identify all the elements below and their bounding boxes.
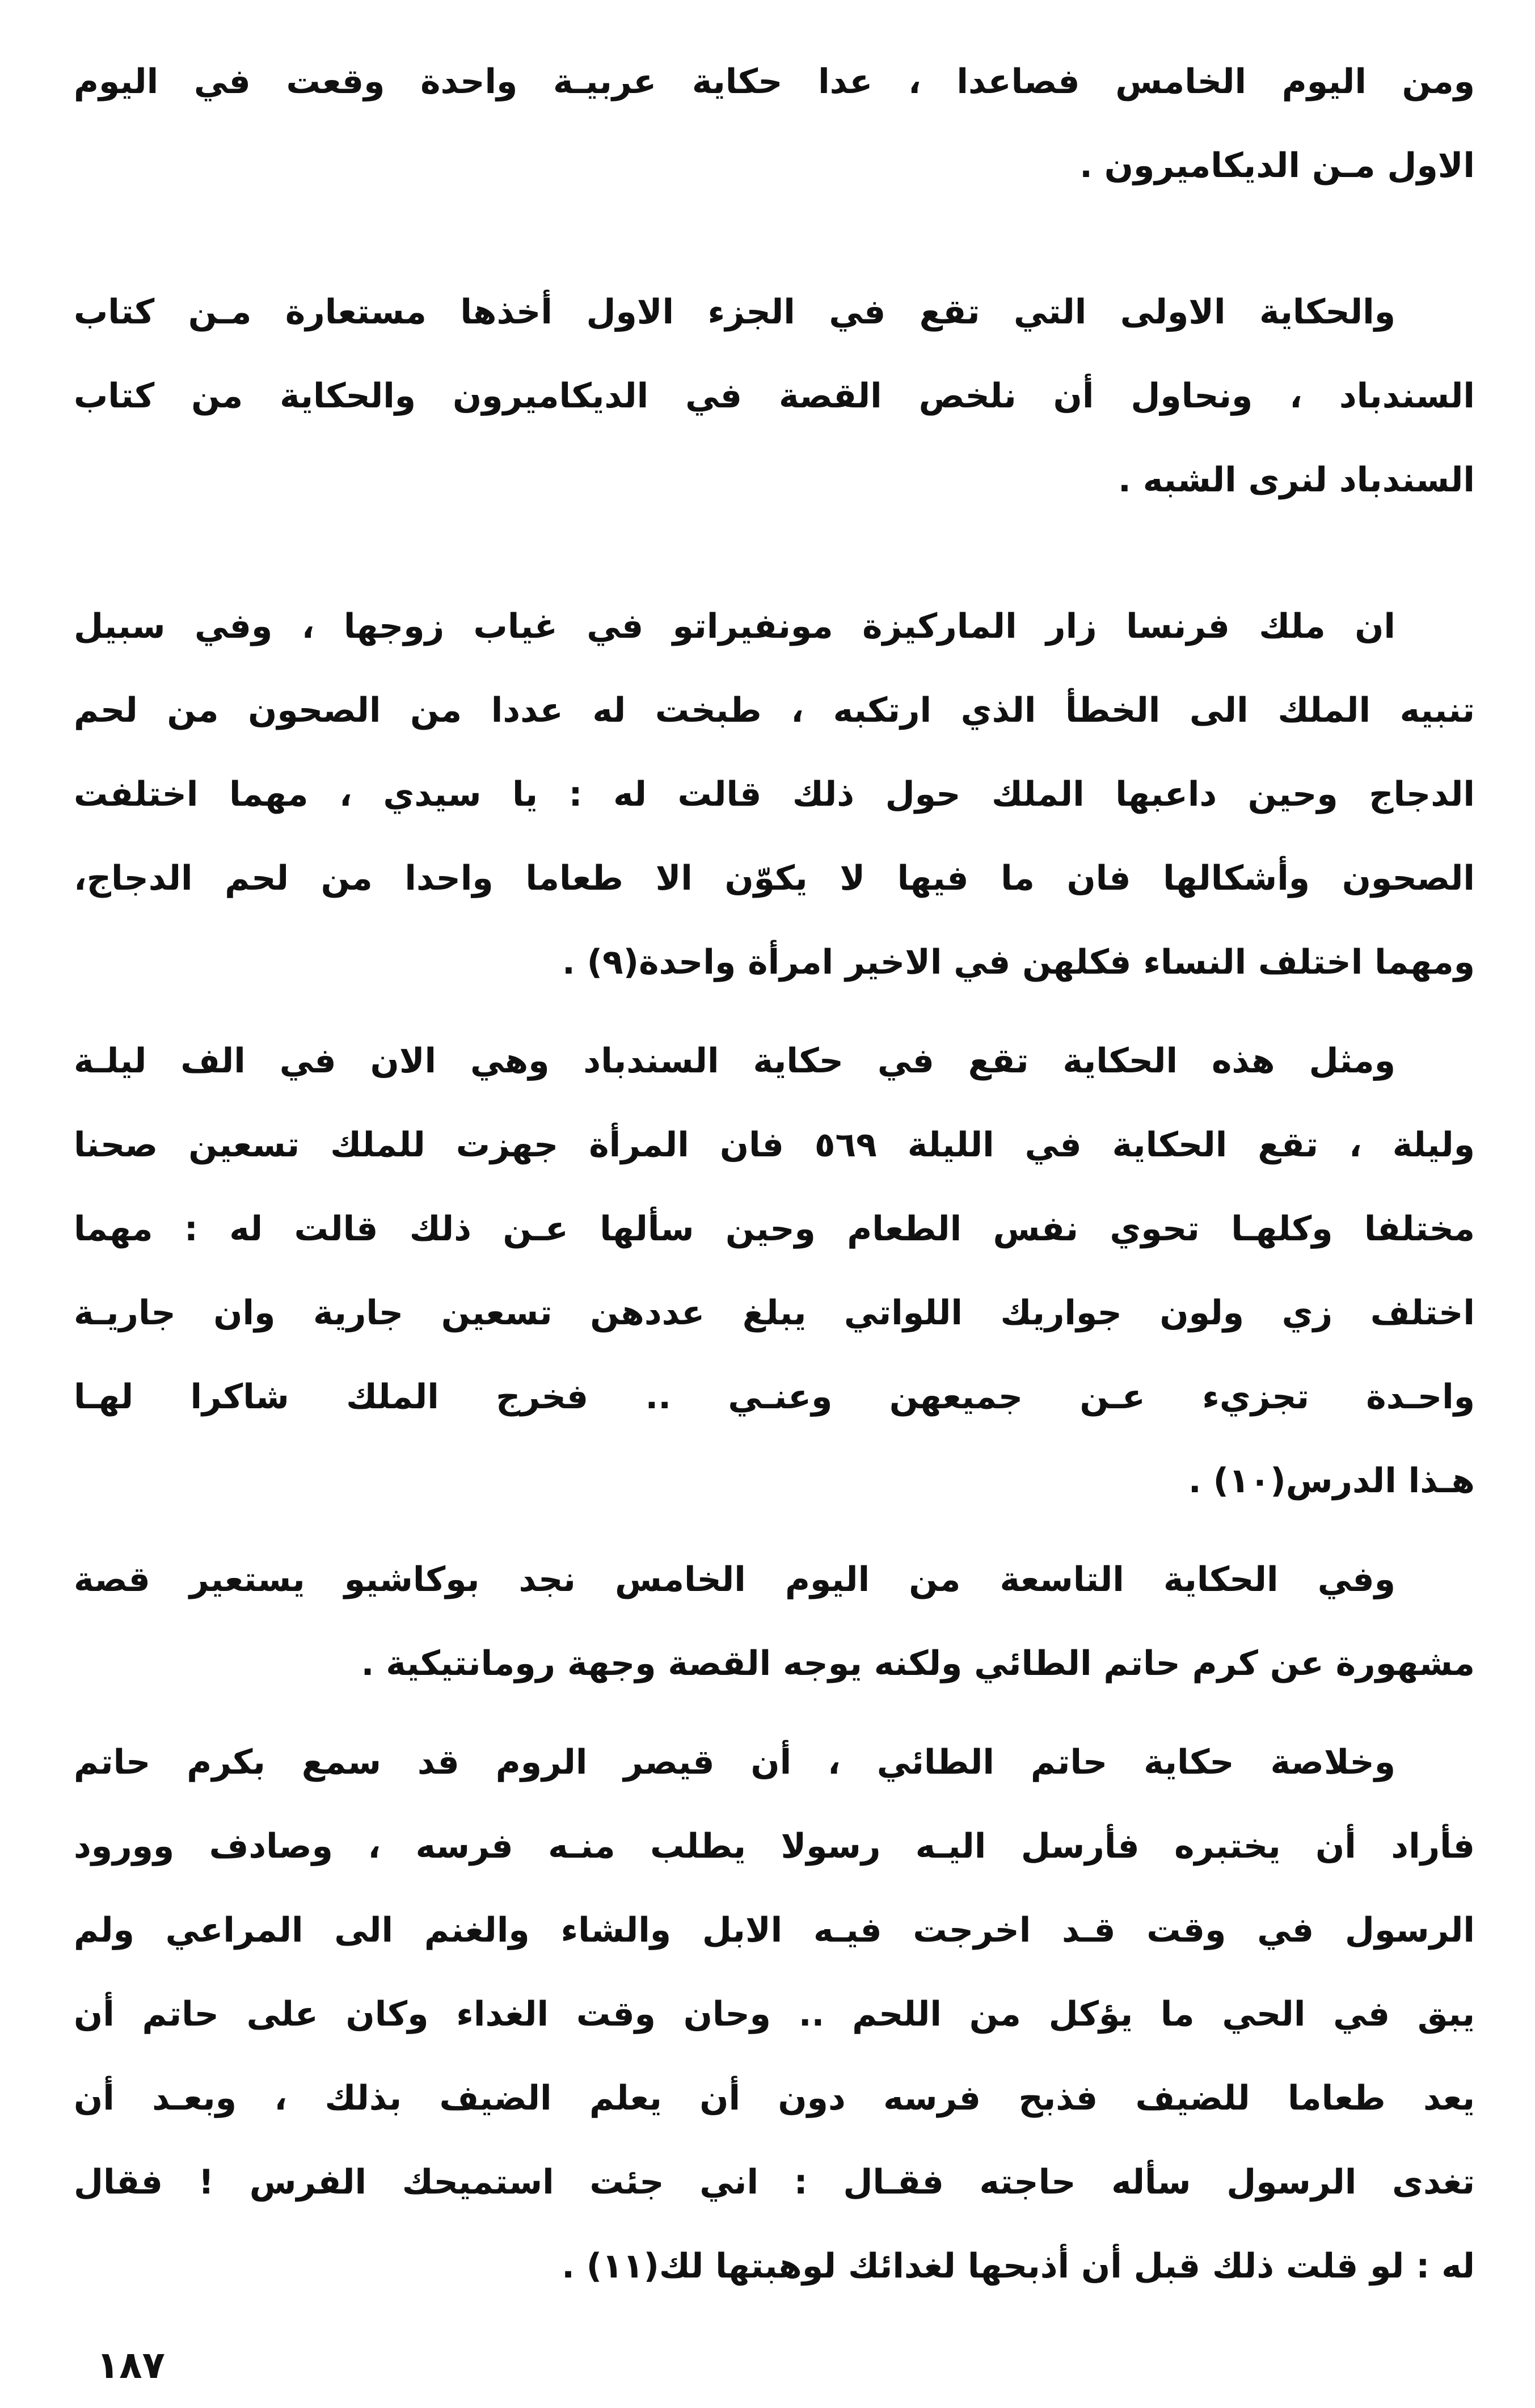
text-line: يبق في الحي ما يؤكل من اللحم .. وحان وقت الغداء وكان على حاتم أن	[74, 1994, 1475, 2034]
text-line: هـذا الدرس(١٠) .	[1188, 1461, 1475, 1501]
paragraph-1	[74, 40, 1475, 208]
text-line: تنبيه الملك الى الخطأ الذي ارتكبه ، طبخت له عددا من الصحون من لحم	[74, 691, 1475, 730]
text-line: الدجاج وحين داعبها الملك حول ذلك قالت له : يا سيدي ، مهما اختلفت	[74, 774, 1475, 814]
text-line: مختلفا وكلهـا تحوي نفس الطعام وحين سألها عـن ذلك قالت له : مهما	[74, 1209, 1475, 1249]
paragraph-6	[74, 1720, 1475, 2308]
text-line: يعد طعاما للضيف فذبح فرسه دون أن يعلم الضيف بذلك ، وبعـد أن	[74, 2078, 1475, 2118]
text-line: ومهما اختلف النساء فكلهن في الاخير امرأة واحدة(٩) .	[562, 942, 1475, 982]
paragraph-4	[74, 1019, 1475, 1523]
text-line: ان ملك فرنسا زار الماركيزة مونفيراتو في غياب زوجها ، وفي سبيل	[74, 607, 1395, 646]
text-line: السندباد لنرى الشبه .	[1118, 460, 1475, 500]
text-line: واحـدة تجزيء عـن جميعهن وعنـي .. فخرج الملك شاكرا لهـا	[74, 1377, 1475, 1417]
page-number: ١٨٧	[96, 2343, 165, 2387]
text-line: ومثل هذه الحكاية تقع في حكاية السندباد وهي الان في الف ليلـة	[74, 1041, 1395, 1081]
text-line: وليلة ، تقع الحكاية في الليلة ٥٦٩ فان المرأة جهزت للملك تسعين صحنا	[74, 1125, 1475, 1165]
text-line: مشهورة عن كرم حاتم الطائي ولكنه يوجه القصة وجهة رومانتيكية .	[361, 1644, 1475, 1683]
text-line: وفي الحكاية التاسعة من اليوم الخامس نجد بوكاشيو يستعير قصة	[74, 1560, 1395, 1599]
body-text	[74, 40, 1475, 2308]
paragraph-3	[74, 584, 1475, 1004]
text-line: السندباد ، ونحاول أن نلخص القصة في الديكاميرون والحكاية من كتاب	[74, 376, 1475, 416]
paragraph-5	[74, 1538, 1475, 1706]
text-line: الاول مـن الديكاميرون .	[1079, 146, 1475, 186]
text-line: الصحون وأشكالها فان ما فيها لا يكوّن الا طعاما واحدا من لحم الدجاج،	[74, 858, 1475, 898]
text-line: اختلف زي ولون جواريك اللواتي يبلغ عددهن تسعين جارية وان جاريـة	[74, 1293, 1475, 1333]
paragraph-2	[74, 270, 1475, 522]
text-line: فأراد أن يختبره فأرسل اليـه رسولا يطلب منـه فرسه ، وصادف وورود	[74, 1826, 1475, 1866]
text-line: ومن اليوم الخامس فصاعدا ، عدا حكاية عربيـة واحدة وقعت في اليوم	[74, 62, 1475, 102]
text-line: تغدى الرسول سأله حاجته فقـال : اني جئت استميحك الفرس ! فقال	[74, 2162, 1475, 2202]
text-line: له : لو قلت ذلك قبل أن أذبحها لغدائك لوهبتها لك(١١) .	[562, 2246, 1475, 2286]
text-line: الرسول في وقت قـد اخرجت فيـه الابل والشاء والغنم الى المراعي ولم	[74, 1910, 1475, 1950]
text-line: والحكاية الاولى التي تقع في الجزء الاول أخذها مستعارة مـن كتاب	[74, 292, 1395, 332]
text-line: وخلاصة حكاية حاتم الطائي ، أن قيصر الروم قد سمع بكرم حاتم	[74, 1742, 1395, 1782]
